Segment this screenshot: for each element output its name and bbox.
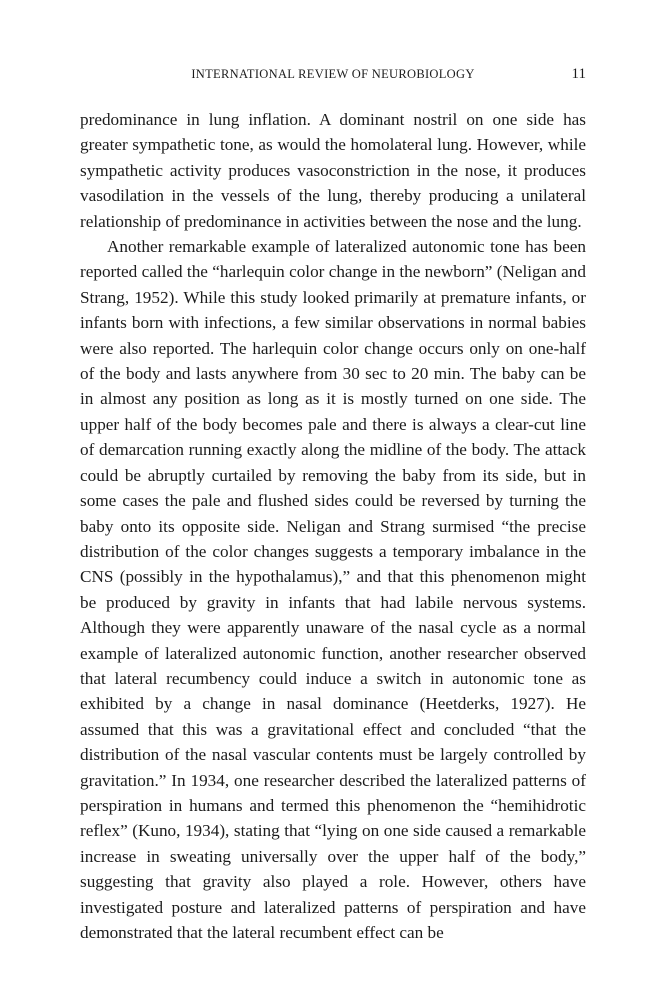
paragraph-continuation: predominance in lung inflation. A dominant nostril on one side has greater sympathetic tone, as would the homolateral lung. However, while sympathetic activity produces vasoconstriction in the nose, it produces vasodilation in the vessels of the lung, thereby producing a unilateral relationship of predominance in activities between the nose and the lung. [80, 110, 586, 231]
running-header [80, 64, 586, 84]
running-title: INTERNATIONAL REVIEW OF NEUROBIOLOGY [191, 67, 475, 81]
body-text [80, 107, 586, 945]
paragraph-harlequin: Another remarkable example of lateralized autonomic tone has been reported called the “harlequin color change in the newborn” (Neligan and Strang, 1952). While this study looked primarily at premature infants, or infants born with infections, a few similar observations in normal babies were also reported. The harlequin color change occurs only on one-half of the body and lasts anywhere from 30 sec to 20 min. The baby can be in almost any position as long as it is mostly turned on one side. The upper half of the body becomes pale and there is always a clear-cut line of demarcation running exactly along the midline of the body. The attack could be abruptly curtailed by removing the baby from its side, but in some cases the pale and flushed sides could be reversed by turning the baby onto its opposite side. Neligan and Strang surmised “the precise distribution of the color changes suggests a temporary imbalance in the CNS (possibly in the hypothalamus),” and that this phenomenon might be produced by gravity in infants that had labile nervous systems. Although they were apparently unaware of the nasal cycle as a normal example of lateralized autonomic function, another researcher observed that lateral recumbency could induce a switch in autonomic tone as exhibited by a change in nasal dominance (Heetderks, 1927). He assumed that this was a gravitational effect and concluded “that the distribution of the nasal vascular contents must be largely controlled by gravitation.” In 1934, one researcher described the lateralized patterns of perspiration in humans and termed this phenomenon the “hemihidrotic reflex” (Kuno, 1934), stating that “lying on one side caused a remarkable increase in sweating universally over the upper half of the body,” suggesting that gravity also played a role. However, others have investigated posture and lateralized patterns of perspiration and have demonstrated that the lateral recumbent effect can be [80, 237, 586, 942]
page-number: 11 [571, 66, 586, 82]
